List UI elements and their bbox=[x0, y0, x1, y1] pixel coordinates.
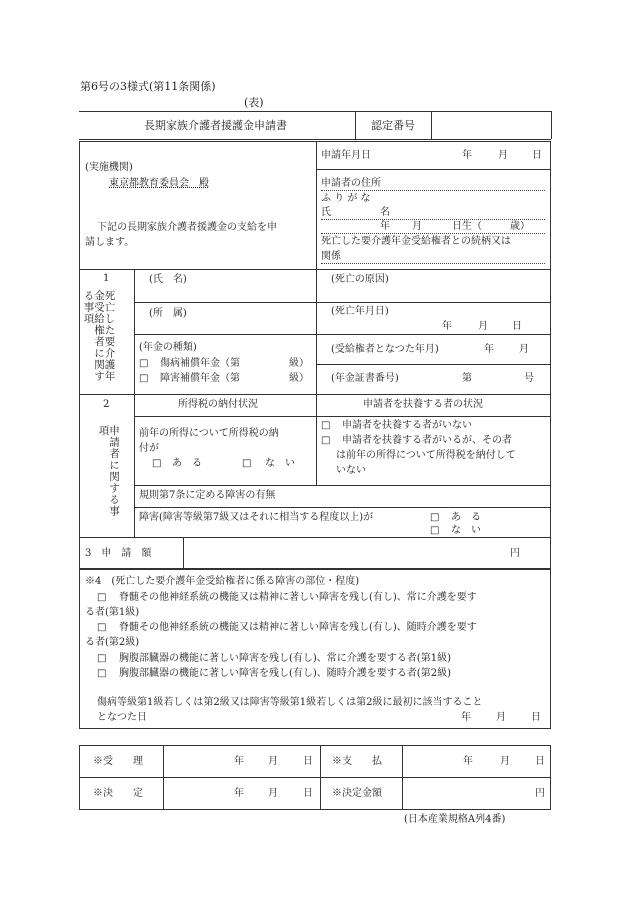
tax-yes-checkbox[interactable]: □ bbox=[152, 458, 162, 469]
pension-2-checkbox[interactable]: □ bbox=[139, 373, 149, 384]
supporter-none-checkbox[interactable]: □ bbox=[321, 420, 331, 431]
pension-type-label: (年金の種類) bbox=[139, 342, 197, 353]
note-header: ※4 (死亡した要介護年金受給権者に係る障害の部位・程度) bbox=[85, 576, 360, 587]
deceased-name-label: (氏 名) bbox=[149, 274, 187, 285]
supporter-untaxed-checkbox[interactable]: □ bbox=[321, 435, 331, 446]
cert-number-label: 認定番号 bbox=[371, 119, 415, 132]
section-1-label: 死亡した要介護年金受給権者に関する事項 bbox=[82, 290, 116, 382]
certificate-number-label: (年金証書番号) bbox=[331, 373, 399, 384]
supporter-status-header: 申請者を扶養する者の状況 bbox=[363, 399, 483, 410]
cert-number-field[interactable] bbox=[433, 114, 549, 136]
main-table bbox=[79, 141, 551, 569]
first-applicable-date-text: 傷病等級第1級若しくは第2級又は障害等級第1級若しくは第2級に最初に該当すること bbox=[97, 697, 483, 708]
section-2-label: 申請者に関する事項 bbox=[97, 425, 120, 517]
form-number: 第6号の3様式(第11条関係) bbox=[80, 80, 216, 93]
payment-label: ※支 払 bbox=[332, 756, 382, 767]
form-title: 長期家族介護者援護金申請書 bbox=[144, 119, 287, 132]
application-amount-field[interactable] bbox=[188, 541, 503, 565]
front-side-label: (表) bbox=[244, 96, 264, 109]
disability-yes-checkbox[interactable]: □ bbox=[430, 512, 440, 523]
request-text: 下記の長期家族介護者援護金の支給を申 bbox=[97, 222, 277, 233]
tax-no-checkbox[interactable]: □ bbox=[242, 458, 252, 469]
disability-question: 障害(障害等級第7級又はそれに相当する程度以上)が bbox=[139, 512, 374, 523]
applicant-address-label: 申請者の住所 bbox=[321, 178, 381, 189]
relation-label: 死亡した要介護年金受給権者との続柄又は bbox=[321, 236, 511, 247]
note-item-4-checkbox[interactable]: □ bbox=[97, 668, 107, 679]
entitlement-date-label: (受給権者となつた年月) bbox=[331, 344, 439, 355]
application-amount-label: 3 申 請 額 bbox=[85, 548, 152, 559]
agency-label: (実施機関) bbox=[85, 162, 133, 173]
name-label: 氏 bbox=[321, 207, 331, 218]
note-item-1-checkbox[interactable]: □ bbox=[97, 592, 107, 603]
section-2-number: 2 bbox=[103, 399, 110, 410]
disability-header: 規則第7条に定める障害の有無 bbox=[139, 490, 276, 501]
paper-size-note: (日本産業規格A列4番) bbox=[404, 814, 506, 825]
application-date-label: 申請年月日 bbox=[321, 150, 371, 161]
furigana-label: ふ り が な bbox=[321, 193, 371, 204]
tax-question: 前年の所得について所得税の納 bbox=[139, 428, 279, 439]
disability-no-checkbox[interactable]: □ bbox=[430, 525, 440, 536]
section-1-number: 1 bbox=[103, 273, 110, 284]
receipt-label: ※受 理 bbox=[93, 756, 143, 767]
pension-1-checkbox[interactable]: □ bbox=[139, 358, 149, 369]
decision-label: ※決 定 bbox=[93, 788, 143, 799]
agency-name: 東京都教育委員会 殿 bbox=[109, 178, 209, 189]
decided-amount-label: ※決定金額 bbox=[332, 788, 382, 799]
tax-status-header: 所得税の納付状況 bbox=[178, 399, 258, 410]
death-date-label: (死亡年月日) bbox=[331, 306, 389, 317]
note-item-3-checkbox[interactable]: □ bbox=[97, 653, 107, 664]
death-cause-label: (死亡の原因) bbox=[331, 274, 389, 285]
note-item-2-checkbox[interactable]: □ bbox=[97, 622, 107, 633]
deceased-affiliation-label: (所 属) bbox=[149, 308, 187, 319]
